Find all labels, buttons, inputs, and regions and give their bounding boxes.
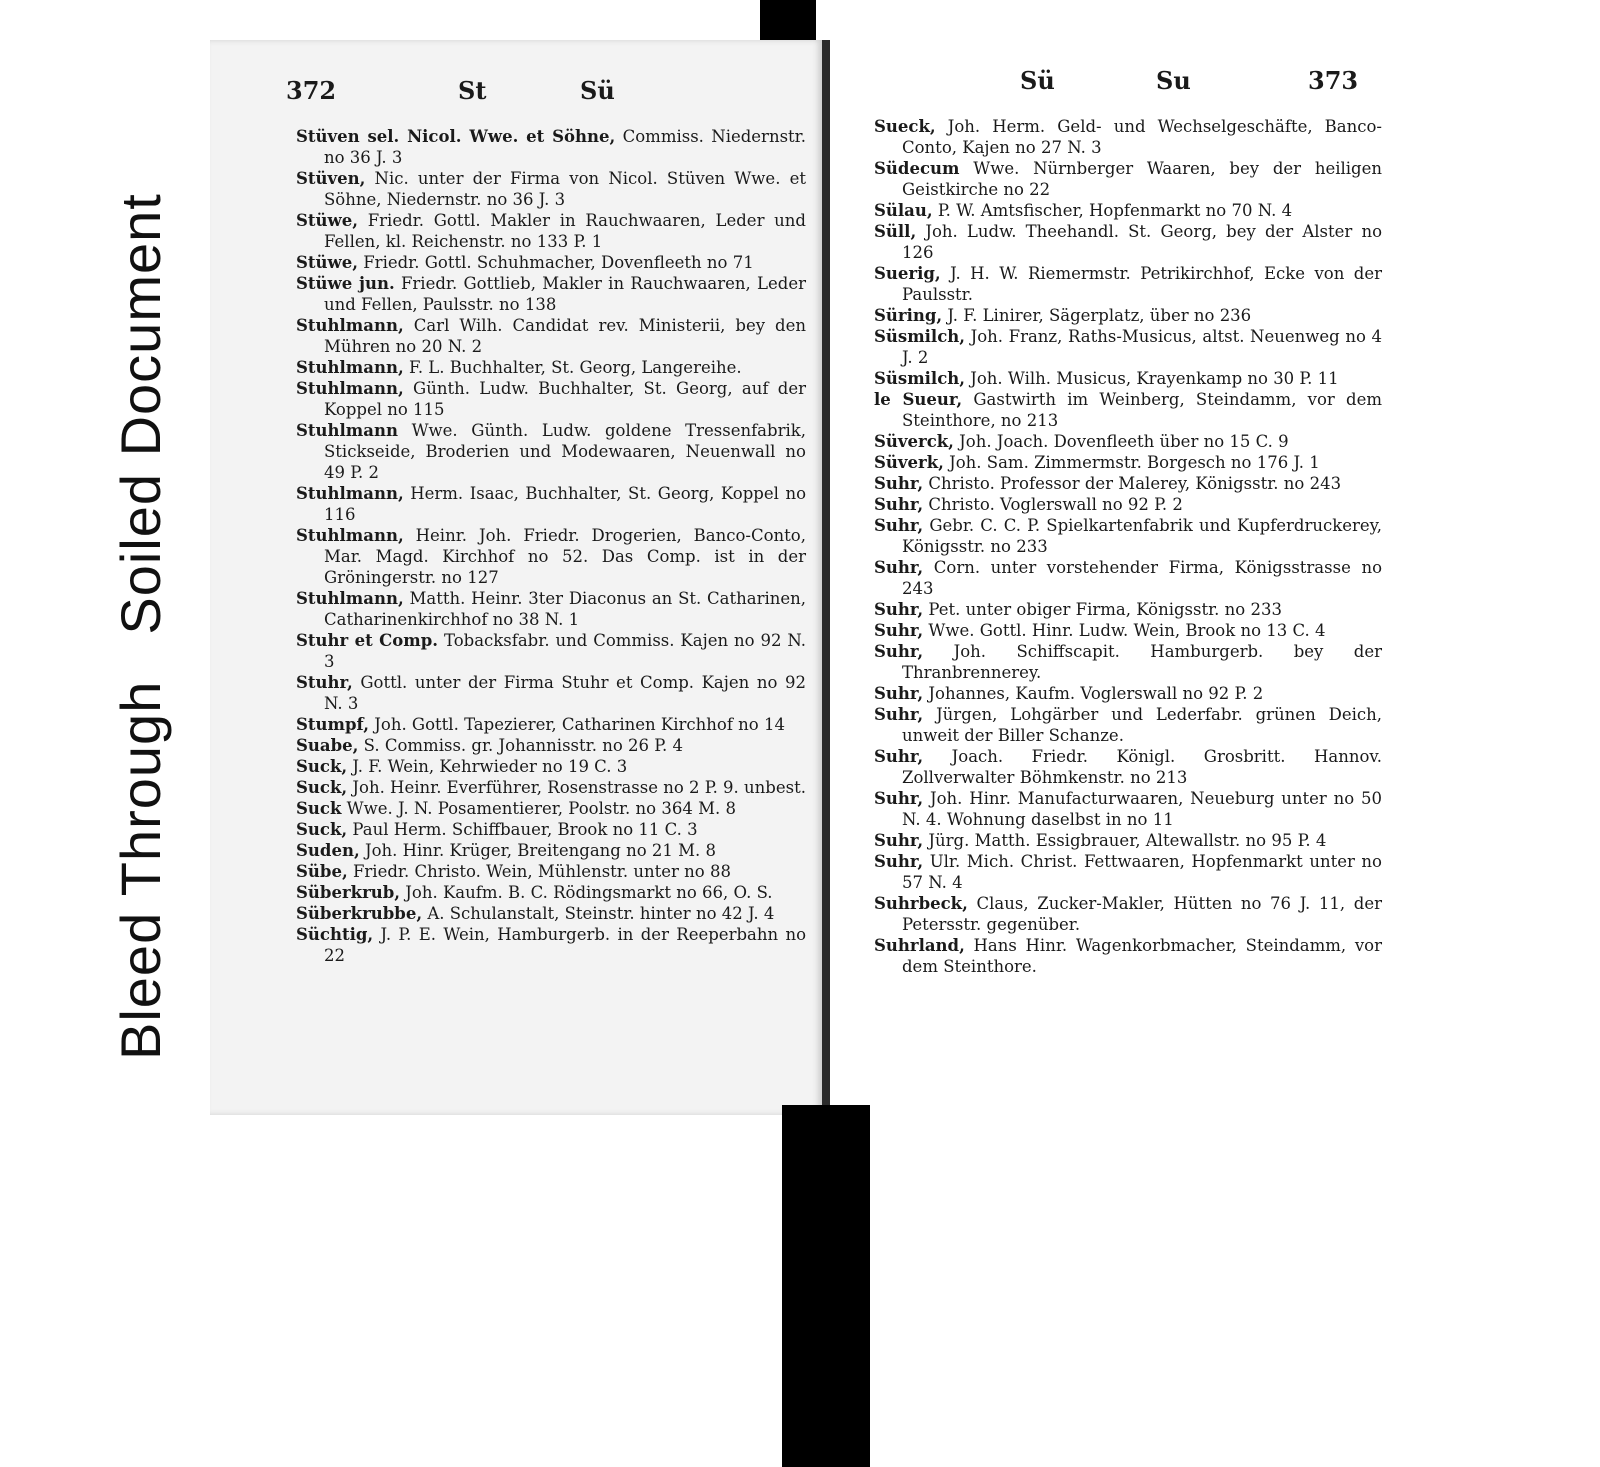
- directory-entry: [874, 515, 1383, 557]
- entry-name: Stuhlmann: [296, 421, 398, 440]
- directory-entry: [874, 683, 1382, 704]
- directory-entry: [296, 840, 806, 861]
- entry-text: Joh. Joach. Dovenfleeth über no 15 C. 9: [959, 432, 1289, 451]
- entry-text: A. Schulanstalt, Steinstr. hinter no 42 J. 4: [427, 904, 775, 923]
- entry-text: J. H. W. Riemermstr. Petrikirchhof, Ecke von der Paulsstr.: [902, 264, 1382, 304]
- directory-entry: [874, 431, 1382, 452]
- directory-entry: [874, 221, 1382, 263]
- entry-text: Friedr. Christo. Wein, Mühlenstr. unter no 88: [352, 862, 731, 881]
- entry-name: Suhr,: [874, 642, 924, 661]
- page-number: 373: [1308, 66, 1359, 95]
- left-page: [210, 40, 822, 1115]
- entry-text: Joh. Hinr. Krüger, Breitengang no 21 M. 8: [364, 841, 717, 860]
- header-right: Sü: [580, 76, 615, 105]
- entry-text: Joh. Wilh. Musicus, Krayenkamp no 30 P. 11: [970, 369, 1339, 388]
- entry-text: Tobacksfabr. und Commiss. Kajen no 92 N. 3: [324, 631, 806, 671]
- directory-entry: [874, 326, 1382, 368]
- entry-name: Suck: [296, 799, 342, 818]
- entry-name: Suhr,: [874, 831, 924, 850]
- directory-entry: [296, 777, 806, 798]
- directory-entry: [296, 273, 806, 315]
- entry-name: Suhr,: [874, 495, 924, 514]
- entry-text: S. Commiss. gr. Johannisstr. no 26 P. 4: [363, 736, 683, 755]
- entry-name: Stuhr et Comp.: [296, 631, 439, 650]
- header-right: Su: [1156, 66, 1191, 95]
- entry-name: Stüven,: [296, 169, 366, 188]
- directory-entry: [874, 830, 1382, 851]
- entry-text: Joh. Kaufm. B. C. Rödingsmarkt no 66, O. S.: [405, 883, 773, 902]
- directory-entry: [296, 357, 806, 378]
- header-left: St: [458, 76, 487, 105]
- entry-name: Süberkrubbe,: [296, 904, 423, 923]
- entry-text: Wwe. Gottl. Hinr. Ludw. Wein, Brook no 13 C. 4: [928, 621, 1326, 640]
- directory-entry: [296, 420, 806, 483]
- entry-name: Stumpf,: [296, 715, 370, 734]
- soiled-document-label: Soiled Document: [109, 193, 172, 635]
- entry-text: Wwe. J. N. Posamentierer, Poolstr. no 364 M. 8: [346, 799, 736, 818]
- directory-entry: [296, 588, 807, 630]
- entry-name: Stuhlmann,: [296, 484, 404, 503]
- entry-name: Sübe,: [296, 862, 348, 881]
- entry-name: Süring,: [874, 306, 943, 325]
- entry-text: Gastwirth im Weinberg, Steindamm, vor dem Steinthore, no 213: [902, 390, 1382, 430]
- entry-text: Jürgen, Lohgärber und Lederfabr. grünen Deich, unweit der Biller Schanze.: [902, 705, 1382, 745]
- entry-text: Pet. unter obiger Firma, Königsstr. no 233: [928, 600, 1282, 619]
- entry-name: Stüwe jun.: [296, 274, 395, 293]
- entry-name: Suden,: [296, 841, 360, 860]
- entry-text: J. P. E. Wein, Hamburgerb. in der Reeperbahn no 22: [324, 925, 807, 965]
- entry-text: Joh. Gottl. Tapezierer, Catharinen Kirchhof no 14: [374, 715, 785, 734]
- entry-name: Sueck,: [874, 117, 936, 136]
- entry-name: Sülau,: [874, 201, 933, 220]
- left-page-header: [210, 76, 822, 116]
- directory-entry: [296, 525, 806, 588]
- directory-entry: [874, 200, 1382, 221]
- directory-entry: [874, 935, 1382, 977]
- entry-text: Ulr. Mich. Christ. Fettwaaren, Hopfenmarkt unter no 57 N. 4: [902, 852, 1382, 892]
- entry-name: Süll,: [874, 222, 917, 241]
- directory-entry: [874, 620, 1382, 641]
- directory-entry: [296, 672, 806, 714]
- directory-entry: [296, 168, 806, 210]
- directory-entry: [296, 315, 807, 357]
- entry-text: Joh. Sam. Zimmermstr. Borgesch no 176 J. 1: [949, 453, 1320, 472]
- entry-name: Suhr,: [874, 516, 924, 535]
- directory-entry: [874, 494, 1382, 515]
- directory-entry: [874, 893, 1383, 935]
- directory-entry: [874, 305, 1382, 326]
- entry-text: Gottl. unter der Firma Stuhr et Comp. Kajen no 92 N. 3: [324, 673, 806, 713]
- entry-text: Joh. Hinr. Manufacturwaaren, Neueburg unter no 50 N. 4. Wohnung daselbst in no 11: [902, 789, 1382, 829]
- entry-name: Stuhlmann,: [296, 589, 404, 608]
- entry-name: Suerig,: [874, 264, 941, 283]
- entry-name: Stuhr,: [296, 673, 353, 692]
- entry-name: Suhrland,: [874, 936, 965, 955]
- entry-name: Suhr,: [874, 600, 924, 619]
- directory-entry: [296, 903, 806, 924]
- entry-name: Stüwe,: [296, 211, 358, 230]
- entry-text: Christo. Voglerswall no 92 P. 2: [928, 495, 1183, 514]
- entry-text: P. W. Amtsfischer, Hopfenmarkt no 70 N. 4: [937, 201, 1293, 220]
- entry-text: Matth. Heinr. 3ter Diaconus an St. Catharinen, Catharinenkirchhof no 38 N. 1: [324, 589, 807, 629]
- entry-text: Joh. Herm. Geld- und Wechselgeschäfte, Banco-Conto, Kajen no 27 N. 3: [902, 117, 1383, 157]
- entry-name: Suhr,: [874, 474, 924, 493]
- left-entries: [296, 126, 806, 966]
- entry-text: Joh. Heinr. Everführer, Rosenstrasse no 2 P. 9. unbest.: [352, 778, 806, 797]
- entry-name: Süsmilch,: [874, 327, 965, 346]
- directory-entry: [874, 473, 1382, 494]
- entry-name: Stuhlmann,: [296, 526, 404, 545]
- directory-entry: [296, 882, 806, 903]
- entry-name: Suhr,: [874, 852, 924, 871]
- directory-entry: [874, 368, 1382, 389]
- entry-name: Stuhlmann,: [296, 316, 404, 335]
- entry-text: F. L. Buchhalter, St. Georg, Langereihe.: [408, 358, 742, 377]
- directory-entry: [874, 788, 1382, 830]
- directory-entry: [296, 819, 806, 840]
- directory-entry: [296, 252, 806, 273]
- entry-text: Commiss. Niedernstr. no 36 J. 3: [324, 127, 806, 167]
- entry-text: Claus, Zucker-Makler, Hütten no 76 J. 11, der Petersstr. gegenüber.: [902, 894, 1383, 934]
- right-entries: [874, 116, 1382, 977]
- entry-text: Paul Herm. Schiffbauer, Brook no 11 C. 3: [352, 820, 698, 839]
- entry-text: Nic. unter der Firma von Nicol. Stüven Wwe. et Söhne, Niedernstr. no 36 J. 3: [324, 169, 806, 209]
- entry-text: Joh. Ludw. Theehandl. St. Georg, bey der Alster no 126: [902, 222, 1382, 262]
- directory-entry: [296, 714, 806, 735]
- entry-name: Suck,: [296, 757, 348, 776]
- directory-entry: [874, 452, 1382, 473]
- condition-stamp: [108, 147, 173, 1060]
- entry-name: Süverk,: [874, 453, 944, 472]
- entry-text: Wwe. Nürnberger Waaren, bey der heiligen Geistkirche no 22: [902, 159, 1382, 199]
- entry-name: Süchtig,: [296, 925, 374, 944]
- entry-text: Hans Hinr. Wagenkorbmacher, Steindamm, vor dem Steinthore.: [902, 936, 1382, 976]
- entry-text: Gebr. C. C. P. Spielkartenfabrik und Kupferdruckerey, Königsstr. no 233: [902, 516, 1383, 556]
- directory-entry: [874, 704, 1382, 746]
- entry-text: Jürg. Matth. Essigbrauer, Altewallstr. no 95 P. 4: [928, 831, 1327, 850]
- directory-entry: [296, 924, 807, 966]
- directory-entry: [296, 483, 807, 525]
- entry-name: Suhr,: [874, 705, 924, 724]
- bottom-clip: [782, 1105, 870, 1467]
- directory-entry: [874, 116, 1383, 158]
- entry-text: Herm. Isaac, Buchhalter, St. Georg, Koppel no 116: [324, 484, 807, 524]
- right-page: [830, 30, 1400, 1060]
- entry-name: Suhr,: [874, 747, 924, 766]
- directory-entry: [296, 798, 806, 819]
- entry-text: Corn. unter vorstehender Firma, Königsstrasse no 243: [902, 558, 1383, 598]
- directory-entry: [874, 599, 1382, 620]
- entry-text: Carl Wilh. Candidat rev. Ministerii, bey den Mühren no 20 N. 2: [324, 316, 807, 356]
- directory-entry: [874, 263, 1382, 305]
- entry-text: J. F. Wein, Kehrwieder no 19 C. 3: [352, 757, 628, 776]
- directory-entry: [296, 735, 806, 756]
- header-left: Sü: [1020, 66, 1055, 95]
- directory-entry: [874, 557, 1383, 599]
- directory-entry: [296, 126, 806, 168]
- entry-text: Friedr. Gottl. Schuhmacher, Dovenfleeth no 71: [363, 253, 754, 272]
- entry-text: Johannes, Kaufm. Voglerswall no 92 P. 2: [928, 684, 1264, 703]
- directory-entry: [296, 210, 806, 252]
- entry-name: Suhr,: [874, 684, 924, 703]
- entry-text: Christo. Professor der Malerey, Königsstr. no 243: [928, 474, 1342, 493]
- entry-text: Friedr. Gottl. Makler in Rauchwaaren, Leder und Fellen, kl. Reichenstr. no 133 P. 1: [324, 211, 806, 251]
- directory-entry: [874, 389, 1382, 431]
- entry-name: Süberkrub,: [296, 883, 401, 902]
- entry-text: Wwe. Günth. Ludw. goldene Tressenfabrik, Stickseide, Broderien und Modewaaren, Neuenwall no 49 P. 2: [324, 421, 806, 482]
- right-page-header: [830, 66, 1400, 106]
- entry-name: Süverck,: [874, 432, 954, 451]
- directory-entry: [296, 630, 806, 672]
- entry-text: J. F. Linirer, Sägerplatz, über no 236: [947, 306, 1252, 325]
- entry-text: Joach. Friedr. Königl. Grosbritt. Hannov. Zollverwalter Böhmkenstr. no 213: [902, 747, 1382, 787]
- entry-name: Stuhlmann,: [296, 379, 404, 398]
- directory-entry: [874, 746, 1382, 788]
- directory-entry: [874, 158, 1382, 200]
- entry-name: Stüwe,: [296, 253, 358, 272]
- entry-name: Südecum: [874, 159, 960, 178]
- book-spine: [822, 40, 830, 1110]
- entry-text: Joh. Franz, Raths-Musicus, altst. Neuenweg no 4 J. 2: [902, 327, 1382, 367]
- entry-text: Heinr. Joh. Friedr. Drogerien, Banco-Conto, Mar. Magd. Kirchhof no 52. Das Comp. ist in der Gröningerstr. no 127: [324, 526, 806, 587]
- entry-name: Stuhlmann,: [296, 358, 404, 377]
- entry-name: Suck,: [296, 820, 348, 839]
- directory-entry: [296, 378, 807, 420]
- entry-name: Stüven sel. Nicol. Wwe. et Söhne,: [296, 127, 616, 146]
- entry-name: le Sueur,: [874, 390, 963, 409]
- bleed-through-label: Bleed Through: [109, 680, 172, 1060]
- entry-name: Süsmilch,: [874, 369, 965, 388]
- directory-entry: [874, 851, 1382, 893]
- page-number: 372: [286, 76, 337, 105]
- directory-entry: [296, 756, 806, 777]
- entry-name: Suhrbeck,: [874, 894, 968, 913]
- entry-name: Suck,: [296, 778, 348, 797]
- entry-text: Günth. Ludw. Buchhalter, St. Georg, auf der Koppel no 115: [324, 379, 807, 419]
- entry-name: Suhr,: [874, 789, 924, 808]
- entry-text: Friedr. Gottlieb, Makler in Rauchwaaren, Leder und Fellen, Paulsstr. no 138: [324, 274, 806, 314]
- entry-name: Suhr,: [874, 558, 924, 577]
- directory-entry: [874, 641, 1382, 683]
- directory-entry: [296, 861, 806, 882]
- entry-name: Suabe,: [296, 736, 359, 755]
- entry-name: Suhr,: [874, 621, 924, 640]
- entry-text: Joh. Schiffscapit. Hamburgerb. bey der Thranbrennerey.: [902, 642, 1382, 682]
